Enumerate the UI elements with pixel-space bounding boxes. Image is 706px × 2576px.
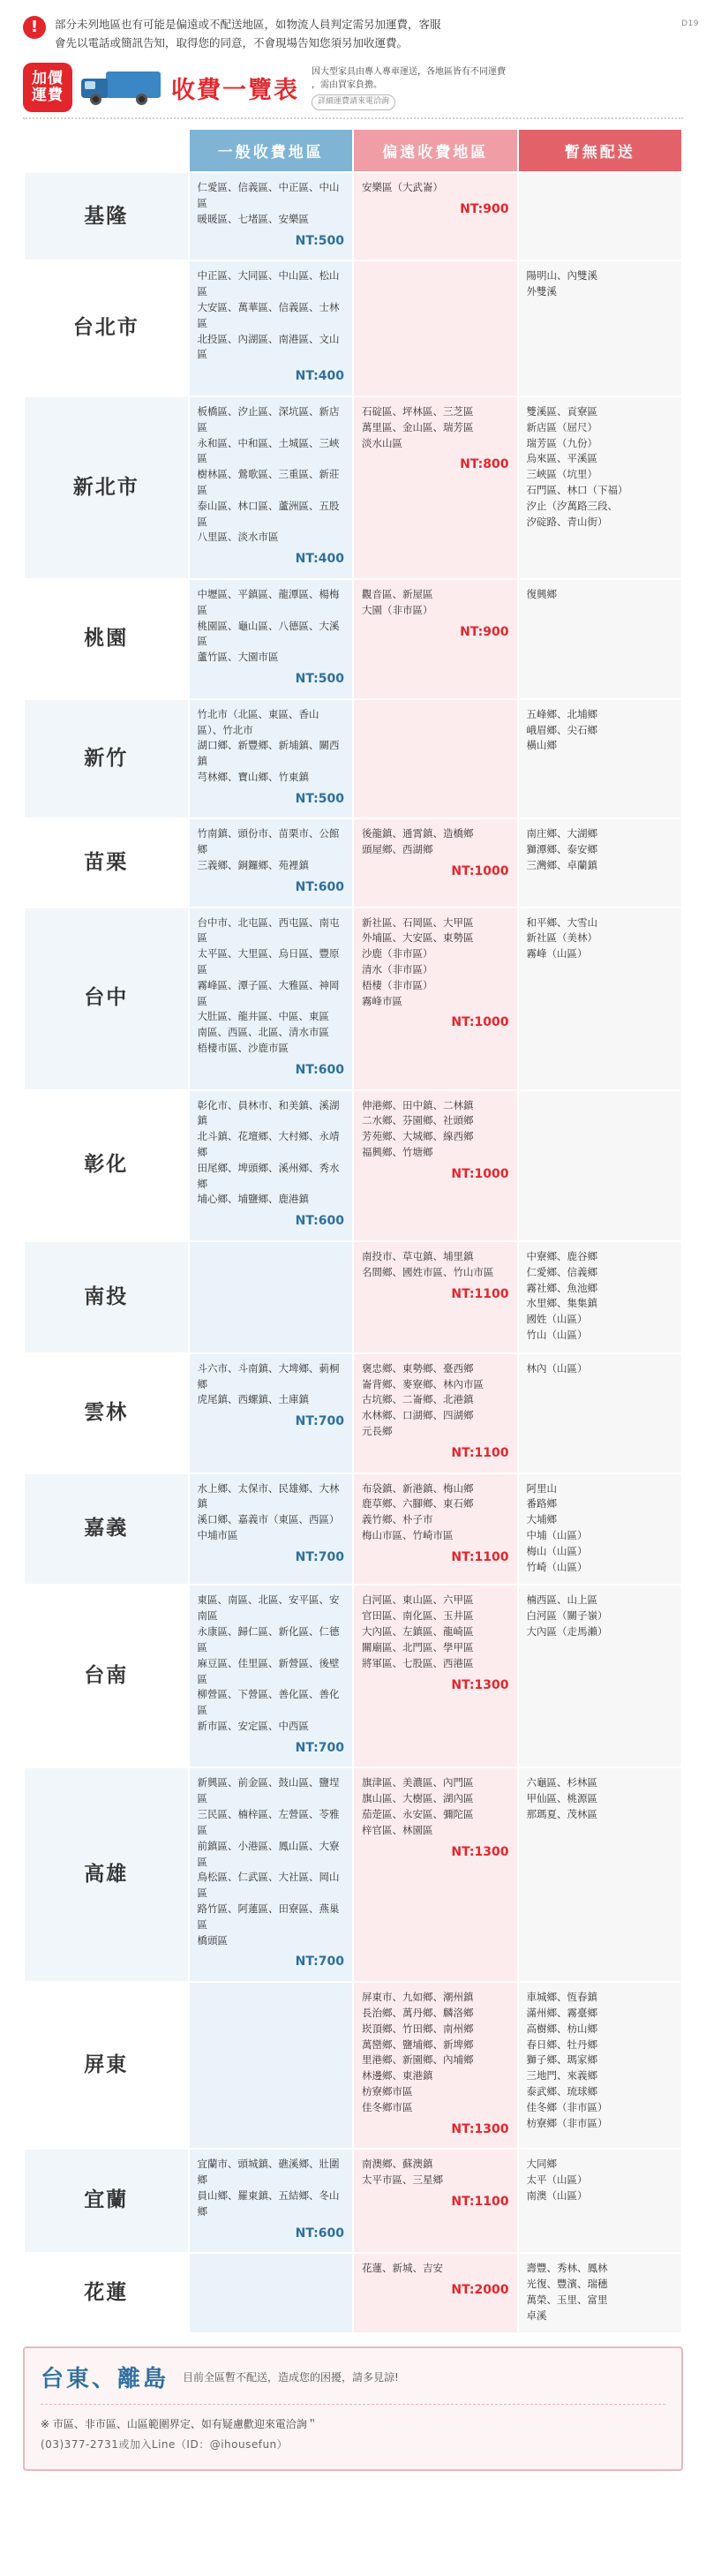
- area-text: 梧棲市區、沙鹿市區: [197, 1042, 289, 1055]
- cell-normal: [189, 1585, 354, 1767]
- table-row: [24, 1585, 682, 1767]
- area-text: 霧社鄉、魚池鄉: [526, 1281, 597, 1294]
- area-text: 大同鄉: [526, 2158, 557, 2171]
- contact-link[interactable]: 詳細運費請來電洽詢: [312, 94, 395, 110]
- cell-normal: [189, 396, 354, 579]
- truck-icon: [81, 68, 162, 107]
- surcharge-badge-line-1: 加價: [32, 69, 64, 87]
- area-text: 白河區（關子嶺）: [526, 1609, 608, 1623]
- cell-remote: [353, 699, 518, 819]
- area-text: 汐止（汐萬路三段、: [526, 499, 618, 512]
- cell-remote: [353, 1353, 518, 1473]
- area-text: 五峰鄉、北埔鄉: [526, 707, 597, 720]
- table-row: [24, 2253, 682, 2333]
- area-text: 新市區、安定區、中西區: [197, 1719, 309, 1732]
- banner-title: 收費一覽表: [171, 76, 299, 104]
- area-text: 霧峰區、潭子區、大雅區、神岡區: [197, 978, 340, 1007]
- area-text: 梓官區、林園區: [362, 1823, 433, 1836]
- area-text: 萬巒鄉、鹽埔鄉、新埤鄉: [362, 2037, 474, 2051]
- area-text: 烏來區、平溪區: [526, 452, 597, 465]
- area-text: 清水（非市區）: [362, 963, 433, 975]
- area-text: 峨眉鄉、尖石鄉: [526, 723, 597, 736]
- area-text: 三義鄉、銅鑼鄉、苑裡鎮: [197, 859, 309, 872]
- price-label: NT:1000: [451, 1166, 509, 1181]
- area-text: 枋寮鄉市區: [362, 2084, 413, 2098]
- price-label: NT:700: [295, 1414, 344, 1429]
- cell-none: [518, 1090, 683, 1241]
- price-label: NT:1000: [451, 864, 509, 879]
- corner-cell: [24, 129, 189, 172]
- banner: [23, 63, 683, 112]
- area-text: 柳營區、下營區、善化區、善化區: [197, 1688, 340, 1717]
- area-text: 芎林鄉、寶山鄉、竹東鎮: [197, 770, 309, 783]
- price-label: NT:2000: [451, 2283, 509, 2297]
- area-text: 瑞芳區（九份）: [526, 436, 597, 449]
- area-text: 復興鄉: [526, 587, 557, 600]
- area-text: 那瑪夏、茂林區: [526, 1808, 597, 1821]
- cell-remote: [353, 2149, 518, 2253]
- area-text: 外雙溪: [526, 285, 557, 298]
- area-text: 獅潭鄉、泰安鄉: [526, 843, 597, 856]
- price-label: NT:1300: [451, 1677, 509, 1692]
- table-body: [24, 172, 682, 2333]
- area-text: 甲仙區、桃源區: [526, 1792, 597, 1805]
- area-text: 大安區、萬華區、信義區、士林區: [197, 301, 340, 329]
- area-text: 褒忠鄉、東勢鄉、臺西鄉: [362, 1361, 474, 1375]
- region-label: 嘉義: [24, 1473, 189, 1586]
- cell-normal: [189, 2149, 354, 2253]
- cell-none: [518, 908, 683, 1090]
- table-row: [24, 396, 682, 579]
- area-text: 永和區、中和區、土城區、三峽區: [197, 436, 340, 465]
- area-text: 暖暖區、七堵區、安樂區: [197, 212, 309, 225]
- area-text: 伸港鄉、田中鎮、二林鎮: [362, 1098, 474, 1111]
- cell-normal: [189, 908, 354, 1090]
- area-text: 佳冬鄉（非市區）: [526, 2100, 608, 2113]
- footer-subtitle: 目前全區暫不配送，造成您的困擾，請多見諒!: [183, 2371, 399, 2384]
- area-text: 田尾鄉、埤頭鄉、溪州鄉、秀水鄉: [197, 1161, 340, 1190]
- area-text: 觀音區、新屋區: [362, 587, 433, 600]
- price-label: NT:1100: [451, 1286, 509, 1301]
- cell-remote: [353, 818, 518, 907]
- area-text: 林內（山區）: [526, 1361, 588, 1375]
- area-text: 永康區、歸仁區、新化區、仁德區: [197, 1625, 340, 1653]
- region-label: 台南: [24, 1585, 189, 1767]
- price-label: NT:500: [295, 233, 344, 248]
- cell-none: [518, 396, 683, 579]
- area-text: 芳苑鄉、大城鄉、線西鄉: [362, 1130, 474, 1143]
- cell-normal: [189, 579, 354, 699]
- area-text: 霧峰（山區）: [526, 947, 588, 960]
- footer-heading-row: [41, 2361, 665, 2405]
- area-text: 大埔鄉: [526, 1513, 557, 1526]
- cell-remote: [353, 1767, 518, 1982]
- area-text: 埔心鄉、埔鹽鄉、鹿港鎮: [197, 1193, 309, 1206]
- area-text: 三峽區（坑里）: [526, 468, 597, 481]
- area-text: 仁愛鄉、信義鄉: [526, 1265, 597, 1278]
- table-row: [24, 1090, 682, 1241]
- table-row: [24, 1767, 682, 1982]
- price-label: NT:1100: [451, 1445, 509, 1460]
- region-label: 彰化: [24, 1090, 189, 1241]
- area-text: 茄萣區、永安區、彌陀區: [362, 1808, 474, 1821]
- cell-normal: [189, 260, 354, 396]
- region-label: 南投: [24, 1241, 189, 1353]
- region-label: 屏東: [24, 1982, 189, 2149]
- cell-none: [518, 818, 683, 907]
- area-text: 竹北市（北區、東區、香山區）、竹北市: [197, 707, 319, 736]
- area-text: 三地門、來義鄉: [526, 2069, 597, 2083]
- header-remote-area: 偏遠收費地區: [353, 129, 518, 172]
- cell-remote: [353, 396, 518, 579]
- area-text: 台中市、北屯區、西屯區、南屯區: [197, 915, 340, 945]
- price-label: NT:400: [295, 369, 344, 384]
- area-text: 員山鄉、羅東鎮、五結鄉、冬山鄉: [197, 2188, 340, 2218]
- price-label: NT:500: [295, 791, 344, 806]
- cell-none: [518, 1241, 683, 1353]
- area-text: 八里區、淡水市區: [197, 531, 279, 544]
- area-text: 樹林區、鶯歌區、三重區、新莊區: [197, 468, 340, 496]
- area-text: 竹南鎮、頭份市、苗栗市、公館鄉: [197, 827, 340, 856]
- area-text: 大內區（走馬瀨）: [526, 1625, 608, 1638]
- price-label: NT:900: [460, 202, 509, 217]
- price-label: NT:500: [295, 672, 344, 686]
- cell-none: [518, 172, 683, 260]
- cell-remote: [353, 1090, 518, 1241]
- price-label: NT:1300: [451, 2121, 509, 2136]
- cell-remote: [353, 260, 518, 396]
- price-label: NT:600: [295, 1062, 344, 1077]
- area-text: 大內區、左鎮區、龍崎區: [362, 1625, 474, 1638]
- cell-none: [518, 2253, 683, 2333]
- area-text: 旗津區、美濃區、內門區: [362, 1776, 474, 1789]
- area-text: 大園（非市區）: [362, 603, 433, 616]
- area-text: 佳冬鄉市區: [362, 2100, 413, 2113]
- area-text: 麻豆區、佳里區、新營區、後壁區: [197, 1656, 340, 1685]
- region-label: 苗栗: [24, 818, 189, 907]
- price-label: NT:1300: [451, 1844, 509, 1859]
- cell-remote: [353, 172, 518, 260]
- table-row: [24, 172, 682, 260]
- cell-normal: [189, 1353, 354, 1473]
- table-row: [24, 1353, 682, 1473]
- header-no-delivery: 暫無配送: [518, 129, 683, 172]
- area-text: 光復、豐濱、瑞穗: [526, 2278, 608, 2290]
- area-text: 將軍區、七股區、西港區: [362, 1656, 474, 1669]
- surcharge-badge: [23, 63, 72, 112]
- area-text: 梅山（山區）: [526, 1544, 588, 1557]
- price-label: NT:700: [295, 1740, 344, 1755]
- table-row: [24, 1473, 682, 1586]
- area-text: 國姓（山區）: [526, 1313, 588, 1326]
- document-code: D19: [681, 19, 699, 28]
- cell-none: [518, 1585, 683, 1767]
- area-text: 萬榮、玉里、富里: [526, 2293, 608, 2306]
- area-text: 仁愛區、信義區、中正區、中山區: [197, 181, 340, 210]
- banner-note: [312, 65, 506, 110]
- cell-normal: [189, 818, 354, 907]
- area-text: 路竹區、阿蓮區、田寮區、燕巢區: [197, 1902, 340, 1931]
- cell-none: [518, 2149, 683, 2253]
- price-label: NT:1100: [451, 2194, 509, 2209]
- area-text: 古坑鄉、二崙鄉、北港鎮: [362, 1393, 474, 1406]
- area-text: 新店區（屈尺）: [526, 420, 597, 433]
- area-text: 楠西區、山上區: [526, 1593, 597, 1607]
- table-row: [24, 2149, 682, 2253]
- region-label: 桃園: [24, 579, 189, 699]
- area-text: 長治鄉、萬丹鄉、麟洛鄉: [362, 2006, 474, 2019]
- area-text: 關廟區、北門區、學甲區: [362, 1640, 474, 1653]
- area-text: 沙鹿（非市區）: [362, 947, 433, 960]
- area-text: 新社區、石岡區、大甲區: [362, 915, 474, 929]
- area-text: 水里鄉、集集鎮: [526, 1297, 597, 1310]
- area-text: 虎尾鎮、西螺鎮、土庫鎮: [197, 1393, 309, 1406]
- table-row: [24, 260, 682, 396]
- area-text: 三民區、楠梓區、左營區、苓雅區: [197, 1808, 340, 1836]
- area-text: 太平區、大里區、烏日區、豐原區: [197, 947, 340, 975]
- cell-normal: [189, 172, 354, 260]
- footer-line-1: ※ 市區、非市區、山區範圍界定、如有疑慮歡迎來電洽詢＂: [41, 2418, 318, 2431]
- area-text: 壽豐、秀林、鳳林: [526, 2262, 608, 2275]
- area-text: 太平（山區）: [526, 2173, 588, 2187]
- cell-normal: [189, 2253, 354, 2333]
- cell-none: [518, 260, 683, 396]
- area-text: 南區、西區、北區、清水市區: [197, 1026, 329, 1039]
- cell-none: [518, 579, 683, 699]
- area-text: 屏東市、九如鄉、潮州鎮: [362, 1991, 474, 2004]
- region-label: 台中: [24, 908, 189, 1090]
- area-text: 新興區、前金區、鼓山區、鹽埕區: [197, 1776, 340, 1805]
- table-row: [24, 818, 682, 907]
- footer-box: [23, 2346, 683, 2471]
- area-text: 中正區、大同區、中山區、松山區: [197, 269, 340, 298]
- area-text: 和平鄉、大雪山: [526, 915, 597, 929]
- area-text: 桃園區、龜山區、八德區、大溪區: [197, 619, 340, 648]
- table-row: [24, 1241, 682, 1353]
- area-text: 斗六市、斗南鎮、大埤鄉、莿桐鄉: [197, 1361, 340, 1390]
- area-text: 林邊鄉、東港鎮: [362, 2069, 433, 2083]
- area-text: 萬里區、金山區、瑞芳區: [362, 420, 474, 433]
- area-text: 陽明山、內雙溪: [526, 269, 597, 282]
- area-text: 中寮鄉、鹿谷鄉: [526, 1249, 597, 1262]
- area-text: 番路鄉: [526, 1497, 557, 1510]
- area-text: 梅山市區、竹崎市區: [362, 1529, 454, 1541]
- top-notice: [23, 16, 683, 52]
- cell-remote: [353, 1585, 518, 1767]
- area-text: 元長鄉: [362, 1425, 393, 1438]
- area-text: 溪口鄉、嘉義市（東區、西區）: [197, 1513, 340, 1526]
- area-text: 橋頭區: [197, 1933, 228, 1947]
- shipping-rate-table: [23, 128, 683, 2334]
- area-text: 鳥松區、仁武區、大社區、岡山區: [197, 1871, 340, 1900]
- area-text: 泰武鄉、琉球鄉: [526, 2084, 597, 2098]
- region-label: 雲林: [24, 1353, 189, 1473]
- area-text: 霧峰市區: [362, 994, 402, 1007]
- exclamation-icon: !: [23, 16, 46, 39]
- area-text: 宜蘭市、頭城鎮、礁溪鄉、壯圍鄉: [197, 2158, 340, 2187]
- area-text: 湖口鄉、新豐鄉、新埔鎮、關西鎮: [197, 739, 340, 768]
- cell-normal: [189, 1090, 354, 1241]
- area-text: 南澳（山區）: [526, 2188, 588, 2202]
- area-text: 里港鄉、新園鄉、內埔鄉: [362, 2053, 474, 2067]
- price-label: NT:900: [460, 624, 509, 639]
- table-row: [24, 579, 682, 699]
- area-text: 獅子鄉、瑪家鄉: [526, 2053, 597, 2067]
- area-text: 蘆竹區、大園市區: [197, 651, 279, 664]
- region-label: 宜蘭: [24, 2149, 189, 2253]
- cell-none: [518, 1767, 683, 1982]
- area-text: 春日鄉、牡丹鄉: [526, 2037, 597, 2051]
- cell-remote: [353, 1241, 518, 1353]
- area-text: 南庄鄉、大湖鄉: [526, 827, 597, 840]
- price-label: NT:1000: [451, 1015, 509, 1030]
- notice-line-1: 部分未列地區也有可能是偏遠或不配送地區，如物流人員判定需另加運費，客服: [55, 18, 441, 31]
- area-text: 福興鄉、竹塘鄉: [362, 1146, 433, 1158]
- table-row: [24, 1982, 682, 2149]
- cell-remote: [353, 908, 518, 1090]
- area-text: 水上鄉、太保市、民雄鄉、大林鎮: [197, 1481, 340, 1510]
- price-label: NT:400: [295, 552, 344, 567]
- surcharge-badge-line-2: 運費: [32, 87, 64, 105]
- cell-remote: [353, 579, 518, 699]
- area-text: 橫山鄉: [526, 739, 557, 752]
- area-text: 崙背鄉、麥寮鄉、林內市區: [362, 1377, 484, 1390]
- area-text: 梧棲（非市區）: [362, 978, 433, 991]
- footer-line-2[interactable]: (03)377-2731或加入Line（ID：@ihousefun）: [41, 2438, 289, 2452]
- table-header-row: [24, 129, 682, 172]
- footer-contact: [41, 2414, 665, 2455]
- area-text: 新社區（美林）: [526, 931, 597, 945]
- price-label: NT:700: [295, 1549, 344, 1564]
- region-label: 基隆: [24, 172, 189, 260]
- area-text: 官田區、南化區、玉井區: [362, 1609, 474, 1623]
- area-text: 石碇區、坪林區、三芝區: [362, 404, 474, 418]
- area-text: 石門區、林口（下福）: [526, 484, 628, 496]
- cell-none: [518, 1473, 683, 1586]
- area-text: 三灣鄉、卓蘭鎮: [526, 859, 597, 872]
- area-text: 義竹鄉、朴子市: [362, 1513, 433, 1526]
- cell-normal: [189, 1241, 354, 1353]
- cell-normal: [189, 1767, 354, 1982]
- cell-none: [518, 1982, 683, 2149]
- area-text: 水林鄉、口湖鄉、四湖鄉: [362, 1409, 474, 1422]
- cell-normal: [189, 699, 354, 819]
- area-text: 車城鄉、恆春鎮: [526, 1991, 597, 2004]
- cell-none: [518, 699, 683, 819]
- cell-normal: [189, 1473, 354, 1586]
- area-text: 板橋區、汐止區、深坑區、新店區: [197, 404, 340, 433]
- area-text: 南澳鄉、蘇澳鎮: [362, 2158, 433, 2171]
- area-text: 枋寮鄉（非市區）: [526, 2116, 608, 2129]
- area-text: 竹山（山區）: [526, 1329, 588, 1341]
- area-text: 雙溪區、貢寮區: [526, 404, 597, 418]
- price-label: NT:800: [460, 457, 509, 472]
- notice-line-2: 會先以電話或簡訊告知，取得您的同意，不會現場告知您須另加收運費。: [55, 35, 409, 49]
- area-text: 淡水山區: [362, 436, 402, 449]
- area-text: 二水鄉、芬園鄉、社頭鄉: [362, 1114, 474, 1127]
- area-text: 阿里山: [526, 1481, 557, 1495]
- area-text: 南投市、草屯鎮、埔里鎮: [362, 1249, 474, 1262]
- region-label: 花蓮: [24, 2253, 189, 2333]
- table-row: [24, 699, 682, 819]
- area-text: 前鎮區、小港區、鳳山區、大寮區: [197, 1839, 340, 1868]
- area-text: 外埔區、大安區、東勢區: [362, 931, 474, 945]
- area-text: 後龍鎮、通霄鎮、造橋鄉: [362, 827, 474, 840]
- price-label: NT:700: [295, 1955, 344, 1970]
- header-normal-area: 一般收費地區: [189, 129, 354, 172]
- area-text: 崁頂鄉、竹田鄉、南州鄉: [362, 2022, 474, 2035]
- area-text: 太平市區、三星鄉: [362, 2173, 443, 2187]
- area-text: 頭屋鄉、西湖鄉: [362, 843, 433, 856]
- price-table-page: [0, 16, 706, 2576]
- area-text: 中埔（山區）: [526, 1529, 588, 1541]
- area-text: 中埔市區: [197, 1529, 238, 1541]
- area-text: 安樂區（大武崙）: [362, 181, 443, 194]
- area-text: 東區、南區、北區、安平區、安南區: [197, 1593, 340, 1623]
- cell-normal: [189, 1982, 354, 2149]
- price-label: NT:600: [295, 879, 344, 894]
- area-text: 鹿草鄉、六腳鄉、東石鄉: [362, 1497, 474, 1510]
- banner-note-line-1: 因大型家具由專人專車運送，各地區皆有不同運費: [312, 67, 506, 77]
- area-text: 旗山區、大樹區、湖內區: [362, 1792, 474, 1805]
- notice-text: [55, 16, 441, 52]
- area-text: 北投區、內湖區、南港區、文山區: [197, 332, 340, 361]
- region-label: 新竹: [24, 699, 189, 819]
- price-label: NT:600: [295, 2226, 344, 2241]
- region-label: 台北市: [24, 260, 189, 396]
- area-text: 北斗鎮、花壇鄉、大村鄉、永靖鄉: [197, 1130, 340, 1158]
- area-text: 白河區、東山區、六甲區: [362, 1593, 474, 1607]
- area-text: 卓溪: [526, 2309, 547, 2322]
- region-label: 新北市: [24, 396, 189, 579]
- area-text: 六龜區、杉林區: [526, 1776, 597, 1789]
- area-text: 滿州鄉、霧臺鄉: [526, 2006, 597, 2019]
- area-text: 彰化市、員林市、和美鎮、溪湖鎮: [197, 1098, 340, 1127]
- divider: [23, 117, 683, 119]
- cell-remote: [353, 1473, 518, 1586]
- area-text: 花蓮、新城、吉安: [362, 2262, 443, 2275]
- area-text: 竹崎（山區）: [526, 1560, 588, 1573]
- cell-remote: [353, 1982, 518, 2149]
- cell-none: [518, 1353, 683, 1473]
- footer-title: 台東、離島: [41, 2366, 169, 2393]
- area-text: 中壢區、平鎮區、龍潭區、楊梅區: [197, 587, 340, 616]
- price-label: NT:1100: [451, 1549, 509, 1564]
- area-text: 名間鄉、國姓市區、竹山市區: [362, 1265, 494, 1278]
- area-text: 大肚區、龍井區、中區、東區: [197, 1010, 329, 1023]
- table-row: [24, 908, 682, 1090]
- cell-remote: [353, 2253, 518, 2333]
- area-text: 布袋鎮、新港鎮、梅山鄉: [362, 1481, 474, 1495]
- price-label: NT:600: [295, 1214, 344, 1229]
- region-label: 高雄: [24, 1767, 189, 1982]
- banner-note-line-2: ，需由買家負擔。: [312, 80, 382, 90]
- area-text: 汐碇路、青山街）: [526, 515, 608, 528]
- area-text: 高樹鄉、枋山鄉: [526, 2022, 597, 2035]
- area-text: 泰山區、林口區、蘆洲區、五股區: [197, 499, 340, 528]
